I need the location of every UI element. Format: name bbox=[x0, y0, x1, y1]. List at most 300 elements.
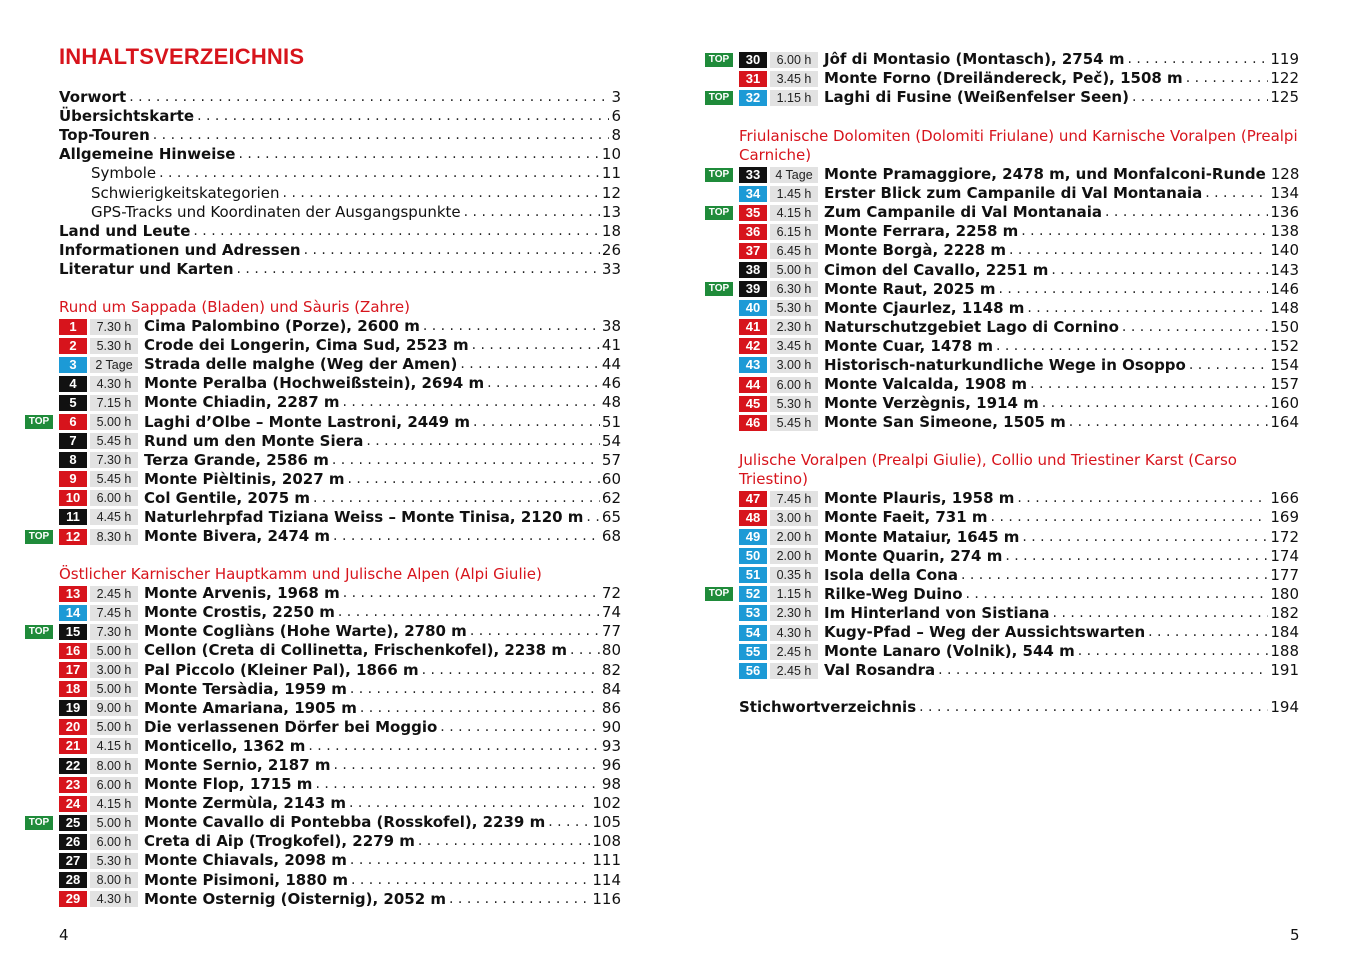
tour-title: Cima Palombino (Porze), 2600 m bbox=[144, 317, 420, 336]
dot-leader bbox=[586, 508, 599, 527]
tour-number-badge: 35 bbox=[739, 205, 767, 221]
tour-entry[interactable] bbox=[739, 222, 1299, 241]
toc-entry[interactable] bbox=[59, 222, 621, 241]
tour-title: Naturschutzgebiet Lago di Cornino bbox=[824, 317, 1119, 336]
dot-leader bbox=[334, 756, 600, 775]
tour-duration: 1.45 h bbox=[770, 186, 818, 202]
tour-number-badge: 31 bbox=[739, 71, 767, 87]
tour-duration: 2.00 h bbox=[770, 548, 818, 564]
tour-page-number: 77 bbox=[601, 622, 621, 641]
tour-duration: 6.30 h bbox=[770, 281, 818, 297]
tour-duration: 6.00 h bbox=[770, 52, 818, 68]
entry-label: GPS-Tracks und Koordinaten der Ausgangspunkte bbox=[91, 202, 461, 221]
entry-page-number: 18 bbox=[601, 221, 621, 240]
entry-label: Literatur und Karten bbox=[59, 259, 234, 278]
tour-number-badge: 36 bbox=[739, 224, 767, 240]
index-entry bbox=[739, 698, 1299, 717]
tour-title: Erster Blick zum Campanile di Val Montanaia bbox=[824, 184, 1203, 203]
tour-title: Monte Faeit, 731 m bbox=[824, 508, 988, 527]
tour-page-number: 98 bbox=[601, 775, 621, 794]
tour-duration: 2.45 h bbox=[90, 586, 138, 602]
tour-entry[interactable] bbox=[59, 699, 621, 718]
dot-leader bbox=[966, 585, 1269, 604]
dot-leader bbox=[159, 164, 600, 183]
dot-leader bbox=[938, 661, 1268, 680]
index-entry-row[interactable] bbox=[739, 698, 1299, 717]
tour-page-number: 96 bbox=[601, 756, 621, 775]
top-tour-badge: TOP bbox=[25, 816, 53, 830]
tour-number-badge: 51 bbox=[739, 567, 767, 583]
tour-entry[interactable] bbox=[28, 622, 621, 641]
dot-leader bbox=[1009, 241, 1268, 260]
tour-title: Creta di Aip (Trogkofel), 2279 m bbox=[144, 832, 415, 851]
tour-page-number: 38 bbox=[601, 317, 621, 336]
tour-entry[interactable] bbox=[59, 451, 621, 470]
tour-number-badge: 9 bbox=[59, 471, 87, 487]
section-heading: Rund um Sappada (Bladen) und Sàuris (Zahre) bbox=[59, 298, 410, 316]
tour-number-badge: 46 bbox=[739, 415, 767, 431]
tour-page-number: 154 bbox=[1270, 355, 1299, 374]
tour-duration: 7.30 h bbox=[90, 624, 138, 640]
entry-label: Vorwort bbox=[59, 88, 127, 107]
tour-number-badge: 42 bbox=[739, 338, 767, 354]
entry-label: Übersichtskarte bbox=[59, 107, 195, 126]
tour-title: Strada delle malghe (Weg der Amen) bbox=[144, 355, 458, 374]
toc-entry[interactable] bbox=[59, 164, 621, 183]
tour-title: Cellon (Creta di Collinetta, Frischenkofel), 2238 m bbox=[144, 641, 567, 660]
tour-duration: 9.00 h bbox=[90, 700, 138, 716]
tour-entry[interactable] bbox=[59, 661, 621, 680]
tour-title: Monte Crostis, 2250 m bbox=[144, 603, 335, 622]
entry-page-number: 3 bbox=[611, 88, 621, 107]
tour-title: Naturlehrpfad Tiziana Weiss – Monte Tinisa, 2120 m bbox=[144, 507, 584, 526]
tour-page-number: 140 bbox=[1270, 241, 1299, 260]
dot-leader bbox=[548, 813, 590, 832]
dot-leader bbox=[193, 222, 600, 241]
dot-leader bbox=[449, 890, 590, 909]
tour-number-badge: 4 bbox=[59, 376, 87, 392]
tour-entry[interactable] bbox=[739, 260, 1299, 279]
tour-duration: 5.00 h bbox=[90, 681, 138, 697]
tour-number-badge: 21 bbox=[59, 738, 87, 754]
tour-entry[interactable] bbox=[708, 203, 1299, 222]
tour-duration: 1.15 h bbox=[770, 90, 818, 106]
tour-title: Monte Bivera, 2474 m bbox=[144, 527, 331, 546]
tour-page-number: 150 bbox=[1270, 317, 1299, 336]
tour-entry[interactable] bbox=[59, 489, 621, 508]
dot-leader bbox=[1122, 318, 1268, 337]
tour-title: Monte Cuar, 1478 m bbox=[824, 336, 993, 355]
tour-number-badge: 48 bbox=[739, 510, 767, 526]
tour-title: Kugy-Pfad – Weg der Aussichtswarten bbox=[824, 623, 1146, 642]
tour-duration: 3.00 h bbox=[770, 357, 818, 373]
toc-entry[interactable] bbox=[59, 183, 621, 202]
tour-number-badge: 7 bbox=[59, 433, 87, 449]
tour-title: Monte Quarin, 274 m bbox=[824, 546, 1003, 565]
tour-title: Monte Valcalda, 1908 m bbox=[824, 375, 1028, 394]
tour-number-badge: 47 bbox=[739, 491, 767, 507]
tour-entry[interactable] bbox=[739, 547, 1299, 566]
tour-entry[interactable] bbox=[59, 393, 621, 412]
dot-leader bbox=[1186, 69, 1269, 88]
tour-entry[interactable] bbox=[739, 394, 1299, 413]
tour-entry[interactable] bbox=[739, 413, 1299, 432]
tour-duration: 7.45 h bbox=[770, 491, 818, 507]
entry-page-number: 13 bbox=[601, 202, 621, 221]
tour-entry[interactable] bbox=[59, 432, 621, 451]
top-tour-badge: TOP bbox=[25, 625, 53, 639]
tour-entry[interactable] bbox=[59, 890, 621, 909]
dot-leader bbox=[348, 470, 600, 489]
tour-title: Monte Flop, 1715 m bbox=[144, 775, 313, 794]
dot-leader bbox=[470, 622, 600, 641]
entry-page-number: 10 bbox=[601, 145, 621, 164]
continued-tour-list bbox=[708, 50, 1299, 107]
tour-number-badge: 13 bbox=[59, 586, 87, 602]
tour-duration: 8.00 h bbox=[90, 758, 138, 774]
tour-title: Monte Peralba (Hochweißstein), 2694 m bbox=[144, 374, 485, 393]
tour-title: Monte Cavallo di Pontebba (Rosskofel), 2239 m bbox=[144, 813, 546, 832]
tour-entry[interactable] bbox=[59, 317, 621, 336]
dot-leader bbox=[996, 337, 1268, 356]
entry-page-number: 8 bbox=[611, 126, 621, 145]
tour-entry[interactable] bbox=[59, 470, 621, 489]
tour-title: Monte Lanaro (Volnik), 544 m bbox=[824, 642, 1075, 661]
tour-entry[interactable] bbox=[59, 718, 621, 737]
tour-entry[interactable] bbox=[739, 318, 1299, 337]
tour-number-badge: 54 bbox=[739, 625, 767, 641]
tour-title: Monte Tersàdia, 1959 m bbox=[144, 679, 347, 698]
dot-leader bbox=[473, 413, 600, 432]
toc-entry[interactable] bbox=[59, 241, 621, 260]
tour-entry[interactable] bbox=[59, 851, 621, 870]
tour-duration: 7.30 h bbox=[90, 452, 138, 468]
tour-entry[interactable] bbox=[739, 566, 1299, 585]
dot-leader bbox=[1078, 642, 1269, 661]
tour-page-number: 166 bbox=[1270, 489, 1299, 508]
tour-duration: 5.45 h bbox=[90, 433, 138, 449]
dot-leader bbox=[1189, 356, 1269, 375]
tour-page-number: 122 bbox=[1270, 69, 1299, 88]
tour-number-badge: 33 bbox=[739, 167, 767, 183]
tour-entry[interactable] bbox=[739, 299, 1299, 318]
tour-title: Monte San Simeone, 1505 m bbox=[824, 413, 1066, 432]
entry-page-number: 6 bbox=[611, 107, 621, 126]
tour-duration: 6.45 h bbox=[770, 243, 818, 259]
tour-page-number: 108 bbox=[592, 832, 621, 851]
tour-duration: 5.00 h bbox=[90, 719, 138, 735]
page-number-left: 4 bbox=[59, 926, 69, 944]
dot-leader bbox=[991, 508, 1269, 527]
top-tour-badge: TOP bbox=[705, 91, 733, 105]
dot-leader bbox=[1005, 547, 1268, 566]
tour-entry[interactable] bbox=[739, 489, 1299, 508]
tour-title: Historisch-naturkundliche Wege in Osoppo bbox=[824, 355, 1186, 374]
tour-number-badge: 37 bbox=[739, 243, 767, 259]
tour-page-number: 102 bbox=[592, 794, 621, 813]
tour-number-badge: 12 bbox=[59, 529, 87, 545]
dot-leader bbox=[472, 336, 600, 355]
tour-number-badge: 44 bbox=[739, 377, 767, 393]
tour-number-badge: 38 bbox=[739, 262, 767, 278]
dot-leader bbox=[423, 317, 600, 336]
dot-leader bbox=[460, 355, 600, 374]
tour-title: Monte Chiavals, 2098 m bbox=[144, 851, 347, 870]
toc-entry[interactable] bbox=[59, 203, 621, 222]
tour-entry[interactable] bbox=[708, 50, 1299, 69]
dot-leader bbox=[332, 451, 600, 470]
tour-entry[interactable] bbox=[739, 508, 1299, 527]
tour-page-number: 41 bbox=[601, 336, 621, 355]
tour-entry[interactable] bbox=[59, 756, 621, 775]
tour-number-badge: 53 bbox=[739, 605, 767, 621]
tour-duration: 6.00 h bbox=[90, 834, 138, 850]
tour-entry[interactable] bbox=[739, 623, 1299, 642]
tour-page-number: 184 bbox=[1270, 623, 1299, 642]
tour-duration: 8.00 h bbox=[90, 872, 138, 888]
tour-entry[interactable] bbox=[59, 355, 621, 374]
tour-entry[interactable] bbox=[59, 508, 621, 527]
tour-duration: 4.15 h bbox=[90, 738, 138, 754]
tour-duration: 3.45 h bbox=[770, 338, 818, 354]
tour-entry[interactable] bbox=[739, 528, 1299, 547]
tour-entry[interactable] bbox=[59, 794, 621, 813]
dot-leader bbox=[343, 584, 600, 603]
tour-title: Monte Cjaurlez, 1148 m bbox=[824, 298, 1025, 317]
tour-duration: 5.00 h bbox=[90, 643, 138, 659]
tour-entry[interactable] bbox=[59, 680, 621, 699]
tour-entry[interactable] bbox=[739, 337, 1299, 356]
tour-entry[interactable] bbox=[59, 775, 621, 794]
tour-title: Monte Zermùla, 2143 m bbox=[144, 794, 347, 813]
tour-duration: 4.30 h bbox=[90, 891, 138, 907]
toc-entry[interactable] bbox=[59, 88, 621, 107]
tour-entry[interactable] bbox=[739, 604, 1299, 623]
dot-leader bbox=[304, 241, 600, 260]
tour-page-number: 164 bbox=[1270, 413, 1299, 432]
dot-leader bbox=[1132, 88, 1268, 107]
tour-title: Monticello, 1362 m bbox=[144, 736, 306, 755]
tour-entry[interactable] bbox=[59, 374, 621, 393]
tour-number-badge: 32 bbox=[739, 90, 767, 106]
tour-page-number: 146 bbox=[1270, 279, 1299, 298]
index-label: Stichwortverzeichnis bbox=[739, 698, 917, 717]
dot-leader bbox=[961, 566, 1268, 585]
top-tour-badge: TOP bbox=[705, 206, 733, 220]
tour-entry[interactable] bbox=[739, 69, 1299, 88]
tour-title: Monte Borgà, 2228 m bbox=[824, 241, 1006, 260]
left-tour-sections bbox=[28, 298, 621, 909]
tour-entry[interactable] bbox=[59, 641, 621, 660]
tour-number-badge: 40 bbox=[739, 300, 767, 316]
tour-duration: 5.00 h bbox=[90, 815, 138, 831]
tour-page-number: 177 bbox=[1270, 565, 1299, 584]
tour-page-number: 148 bbox=[1270, 298, 1299, 317]
tour-page-number: 90 bbox=[601, 717, 621, 736]
tour-page-number: 82 bbox=[601, 660, 621, 679]
tour-page-number: 125 bbox=[1270, 88, 1299, 107]
dot-leader bbox=[338, 603, 600, 622]
tour-duration: 7.45 h bbox=[90, 605, 138, 621]
tour-title: Isola della Cona bbox=[824, 565, 958, 584]
tour-number-badge: 23 bbox=[59, 777, 87, 793]
tour-page-number: 68 bbox=[601, 527, 621, 546]
entry-label: Land und Leute bbox=[59, 221, 191, 240]
tour-title: Monte Forno (Dreiländereck, Peč), 1508 m bbox=[824, 69, 1183, 88]
tour-entry[interactable] bbox=[739, 642, 1299, 661]
tour-number-badge: 34 bbox=[739, 186, 767, 202]
tour-page-number: 80 bbox=[601, 641, 621, 660]
tour-title: Monte Plauris, 1958 m bbox=[824, 489, 1015, 508]
toc-entry[interactable] bbox=[59, 260, 621, 279]
tour-number-badge: 2 bbox=[59, 338, 87, 354]
tour-duration: 6.00 h bbox=[90, 490, 138, 506]
dot-leader bbox=[1030, 375, 1268, 394]
tour-duration: 5.30 h bbox=[90, 853, 138, 869]
tour-entry[interactable] bbox=[739, 184, 1299, 203]
tour-duration: 4.15 h bbox=[90, 796, 138, 812]
top-tour-badge: TOP bbox=[25, 415, 53, 429]
tour-duration: 1.15 h bbox=[770, 586, 818, 602]
dot-leader bbox=[1042, 394, 1269, 413]
tour-number-badge: 50 bbox=[739, 548, 767, 564]
section-heading: Östlicher Karnischer Hauptkamm und Julische Alpen (Alpi Giulie) bbox=[59, 565, 542, 584]
toc-entry[interactable] bbox=[59, 126, 621, 145]
entry-label: Informationen und Adressen bbox=[59, 240, 301, 259]
tour-number-badge: 29 bbox=[59, 891, 87, 907]
tour-number-badge: 17 bbox=[59, 662, 87, 678]
tour-duration: 3.00 h bbox=[90, 662, 138, 678]
entry-label: Symbole bbox=[91, 164, 157, 183]
tour-duration: 7.15 h bbox=[90, 395, 138, 411]
tour-number-badge: 11 bbox=[59, 509, 87, 525]
dot-leader bbox=[1027, 299, 1268, 318]
tour-title: Monte Pièltinis, 2027 m bbox=[144, 469, 345, 488]
dot-leader bbox=[366, 432, 600, 451]
tour-title: Col Gentile, 2075 m bbox=[144, 488, 310, 507]
entry-page-number: 12 bbox=[601, 183, 621, 202]
tour-number-badge: 41 bbox=[739, 319, 767, 335]
dot-leader bbox=[315, 775, 599, 794]
dot-leader bbox=[919, 698, 1268, 717]
tour-page-number: 44 bbox=[601, 355, 621, 374]
tour-page-number: 57 bbox=[601, 450, 621, 469]
dot-leader bbox=[129, 88, 609, 107]
tour-page-number: 134 bbox=[1270, 184, 1299, 203]
tour-title: Rund um den Monte Siera bbox=[144, 431, 364, 450]
tour-entry[interactable] bbox=[59, 584, 621, 603]
top-tour-badge: TOP bbox=[705, 53, 733, 67]
tour-entry[interactable] bbox=[708, 584, 1299, 604]
tour-duration: 4.45 h bbox=[90, 509, 138, 525]
dot-leader bbox=[350, 851, 590, 870]
tour-page-number: 143 bbox=[1270, 260, 1299, 279]
tour-number-badge: 56 bbox=[739, 663, 767, 679]
dot-leader bbox=[308, 737, 600, 756]
tour-duration: 4.15 h bbox=[770, 205, 818, 221]
toc-entry[interactable] bbox=[59, 107, 621, 126]
tour-entry[interactable] bbox=[708, 88, 1299, 107]
tour-entry[interactable] bbox=[59, 832, 621, 851]
tour-entry[interactable] bbox=[28, 813, 621, 832]
page-number-right: 5 bbox=[1290, 926, 1300, 944]
tour-entry[interactable] bbox=[739, 661, 1299, 680]
tour-number-badge: 49 bbox=[739, 529, 767, 545]
dot-leader bbox=[238, 145, 599, 164]
tour-page-number: 160 bbox=[1270, 394, 1299, 413]
right-tour-sections bbox=[708, 127, 1300, 680]
tour-entry[interactable] bbox=[59, 871, 621, 890]
tour-title: Im Hinterland von Sistiana bbox=[824, 603, 1050, 622]
tour-title: Monte Sernio, 2187 m bbox=[144, 756, 331, 775]
tour-entry[interactable] bbox=[59, 603, 621, 622]
tour-duration: 5.30 h bbox=[770, 396, 818, 412]
tour-entry[interactable] bbox=[708, 165, 1300, 184]
tour-entry[interactable] bbox=[59, 737, 621, 756]
dot-leader bbox=[487, 374, 600, 393]
tour-page-number: 180 bbox=[1270, 584, 1299, 603]
tour-entry[interactable] bbox=[739, 375, 1299, 394]
dot-leader bbox=[237, 260, 600, 279]
dot-leader bbox=[1021, 222, 1268, 241]
tour-entry[interactable] bbox=[739, 241, 1299, 260]
tour-entry[interactable] bbox=[28, 527, 621, 546]
entry-page-number: 26 bbox=[601, 240, 621, 259]
tour-entry[interactable] bbox=[28, 412, 621, 431]
toc-entry[interactable] bbox=[59, 145, 621, 164]
tour-number-badge: 16 bbox=[59, 643, 87, 659]
tour-title: Val Rosandra bbox=[824, 661, 936, 680]
top-tour-badge: TOP bbox=[705, 282, 733, 296]
tour-duration: 7.30 h bbox=[90, 319, 138, 335]
tour-duration: 2.30 h bbox=[770, 605, 818, 621]
tour-number-badge: 45 bbox=[739, 396, 767, 412]
dot-leader bbox=[422, 661, 600, 680]
tour-page-number: 172 bbox=[1270, 527, 1299, 546]
tour-title: Monte Mataiur, 1645 m bbox=[824, 527, 1020, 546]
dot-leader bbox=[1205, 184, 1268, 203]
dot-leader bbox=[343, 393, 600, 412]
tour-duration: 5.45 h bbox=[770, 415, 818, 431]
dot-leader bbox=[360, 699, 600, 718]
index-page-number: 194 bbox=[1270, 698, 1299, 717]
tour-entry[interactable] bbox=[708, 279, 1299, 299]
tour-duration: 0.35 h bbox=[770, 567, 818, 583]
tour-number-badge: 43 bbox=[739, 357, 767, 373]
tour-title: Monte Pramaggiore, 2478 m, und Monfalconi-Runde bbox=[824, 165, 1266, 184]
tour-title: Monte Amariana, 1905 m bbox=[144, 698, 357, 717]
tour-entry[interactable] bbox=[59, 336, 621, 355]
dot-leader bbox=[313, 489, 600, 508]
tour-entry[interactable] bbox=[739, 356, 1299, 375]
tour-number-badge: 8 bbox=[59, 452, 87, 468]
tour-page-number: 157 bbox=[1270, 375, 1299, 394]
tour-page-number: 84 bbox=[601, 679, 621, 698]
tour-duration: 2 Tage bbox=[90, 357, 138, 373]
tour-title: Terza Grande, 2586 m bbox=[144, 450, 329, 469]
tour-page-number: 182 bbox=[1270, 603, 1299, 622]
tour-title: Monte Cogliàns (Hohe Warte), 2780 m bbox=[144, 622, 467, 641]
tour-duration: 8.30 h bbox=[90, 529, 138, 545]
tour-number-badge: 10 bbox=[59, 490, 87, 506]
tour-duration: 5.00 h bbox=[770, 262, 818, 278]
tour-number-badge: 5 bbox=[59, 395, 87, 411]
dot-leader bbox=[1017, 489, 1268, 508]
tour-page-number: 114 bbox=[592, 870, 621, 889]
tour-title: Monte Chiadin, 2287 m bbox=[144, 393, 340, 412]
tour-number-badge: 19 bbox=[59, 700, 87, 716]
tour-page-number: 51 bbox=[601, 412, 621, 431]
